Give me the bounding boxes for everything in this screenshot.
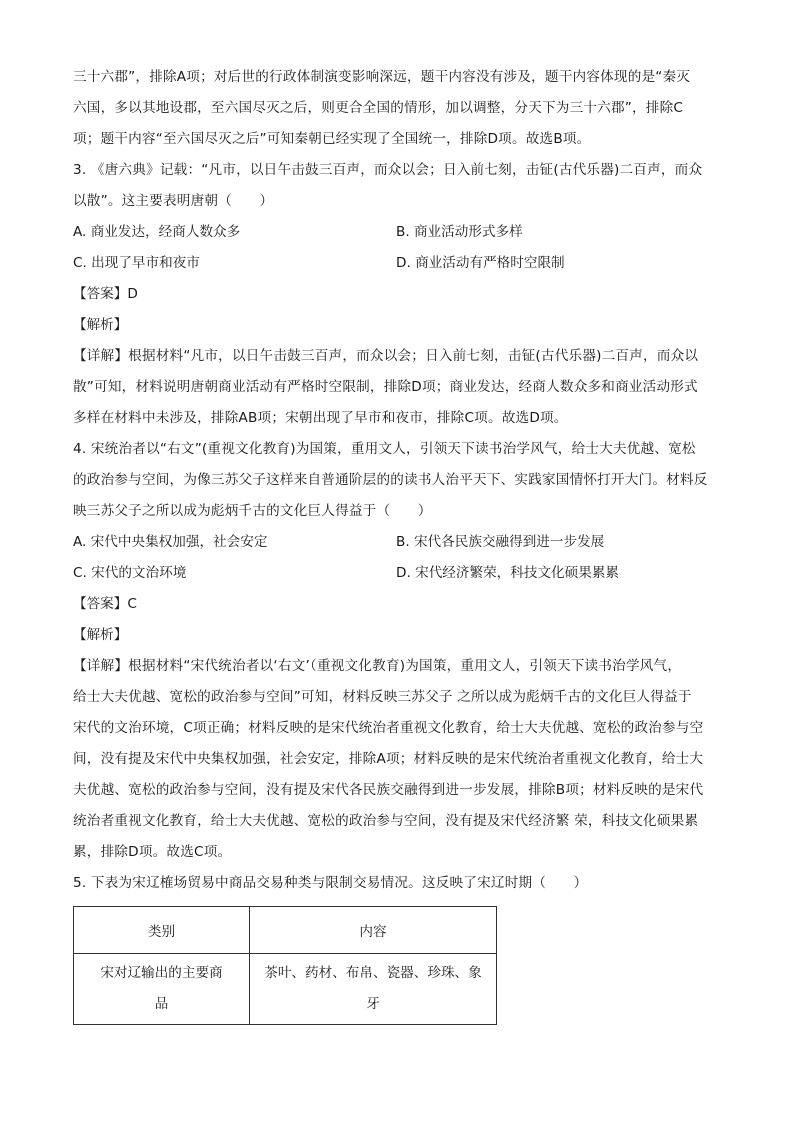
- q3-options-row-2: [73, 248, 725, 279]
- text-line: 多样在材料中未涉及，排除AB项；宋朝出现了早市和夜市，排除C项。故选D项。: [73, 410, 568, 426]
- text-line: 宋代的文治环境，C项正确；材料反映的是宋代统治者重视文化教育，给士大夫优越、宽松的政治参与空: [73, 720, 704, 736]
- table-cell-category: [74, 954, 250, 1025]
- table-header-category: 类别: [74, 907, 250, 954]
- q5-stem: 5. 下表为宋辽榷场贸易中商品交易种类与限制交易情况。这反映了宋辽时期（ ）: [73, 875, 588, 891]
- document-page: [73, 62, 725, 1025]
- table-header-row: [74, 907, 497, 954]
- text-line: 的政治参与空间，为像三苏父子这样来自普通阶层的的读书人治平天下、实践家国情怀打开大门。材料反: [73, 472, 708, 488]
- q3-answer: 【答案】D: [73, 286, 138, 302]
- q4-option-c: C. 宋代的文治环境: [73, 565, 187, 581]
- text-line: 散”可知，材料说明唐朝商业活动有严格时空限制，排除D项；商业发达，经商人数众多和商业活动形式: [73, 379, 698, 395]
- q4-stem: [73, 434, 725, 527]
- cell-line: 茶叶、药材、布帛、瓷器、珍珠、象: [264, 965, 482, 981]
- text-line: 【详解】根据材料“凡市，以日午击鼓三百声，而众以会；日入前七刻，击钲(古代乐器)二百声，而众以: [73, 348, 699, 364]
- text-line: 统治者重视文化教育，给士大夫优越、宽松的政治参与空间，没有提及宋代经济繁 荣，科技文化硕果累: [73, 813, 699, 829]
- q4-option-a: A. 宋代中央集权加强，社会安定: [73, 534, 268, 550]
- text-line: 4. 宋统治者以“右文”(重视文化教育)为国策，重用文人，引领天下读书治学风气，给士大夫优越、宽松: [73, 441, 696, 457]
- text-line: 累，排除D项。故选C项。: [73, 844, 232, 860]
- q3-analysis-label: 【解析】: [73, 317, 128, 333]
- table-header-content: 内容: [250, 907, 497, 954]
- q3-option-a: A. 商业发达，经商人数众多: [73, 224, 241, 240]
- q4-options-row-1: [73, 527, 725, 558]
- cell-line: 品: [154, 996, 169, 1012]
- text-line: 以散”。这主要表明唐朝（ ）: [73, 193, 274, 209]
- q4-analysis-label: 【解析】: [73, 627, 128, 643]
- cell-line: 宋对辽输出的主要商: [100, 965, 223, 981]
- text-line: 【详解】根据材料“宋代统治者以‘右文’（重视文化教育)为国策，重用文人，引领天下读书治学风气，: [73, 658, 682, 674]
- text-line: 夫优越、宽松的政治参与空间，没有提及宋代各民族交融得到进一步发展，排除B项；材料反映的是宋代: [73, 782, 704, 798]
- q4-detail: [73, 651, 725, 868]
- q4-options-row-2: [73, 558, 725, 589]
- table-cell-content: [250, 954, 497, 1025]
- q4-option-d: D. 宋代经济繁荣，科技文化硕果累累: [396, 565, 620, 581]
- table-row: [74, 954, 497, 1025]
- q4-option-b: B. 宋代各民族交融得到进一步发展: [396, 534, 605, 550]
- trade-goods-table: [73, 906, 497, 1025]
- q3-option-b: B. 商业活动形式多样: [396, 224, 523, 240]
- text-line: 3. 《唐六典》记载：“凡市，以日午击鼓三百声，而众以会；日入前七刻，击钲(古代乐器)二百声，而众: [73, 162, 703, 178]
- q4-answer: 【答案】C: [73, 596, 137, 612]
- q3-option-c: C. 出现了早市和夜市: [73, 255, 200, 271]
- q3-stem: [73, 155, 725, 217]
- text-line: 项；题干内容“至六国尽灭之后”可知秦朝已经实现了全国统一，排除D项。故选B项。: [73, 131, 591, 147]
- text-line: 间，没有提及宋代中央集权加强，社会安定，排除A项；材料反映的是宋代统治者重视文化教育，给士大: [73, 751, 704, 767]
- q3-options-row-1: [73, 217, 725, 248]
- text-line: 三十六郡”，排除A项；对后世的行政体制演变影响深远，题干内容没有涉及，题干内容体现的是“秦灭: [73, 69, 691, 85]
- text-line: 给士大夫优越、宽松的政治参与空间”可知，材料反映三苏父子 之所以成为彪炳千古的文化巨人得益于: [73, 689, 692, 705]
- cell-line: 牙: [366, 996, 380, 1012]
- q2-analysis-tail: [73, 62, 725, 155]
- q3-option-d: D. 商业活动有严格时空限制: [396, 255, 565, 271]
- q3-detail: [73, 341, 725, 434]
- text-line: 六国，多以其地设郡，至六国尽灭之后，则更合全国的情形，加以调整，分天下为三十六郡”，排除C: [73, 100, 684, 116]
- text-line: 映三苏父子之所以成为彪炳千古的文化巨人得益于（ ）: [73, 503, 432, 519]
